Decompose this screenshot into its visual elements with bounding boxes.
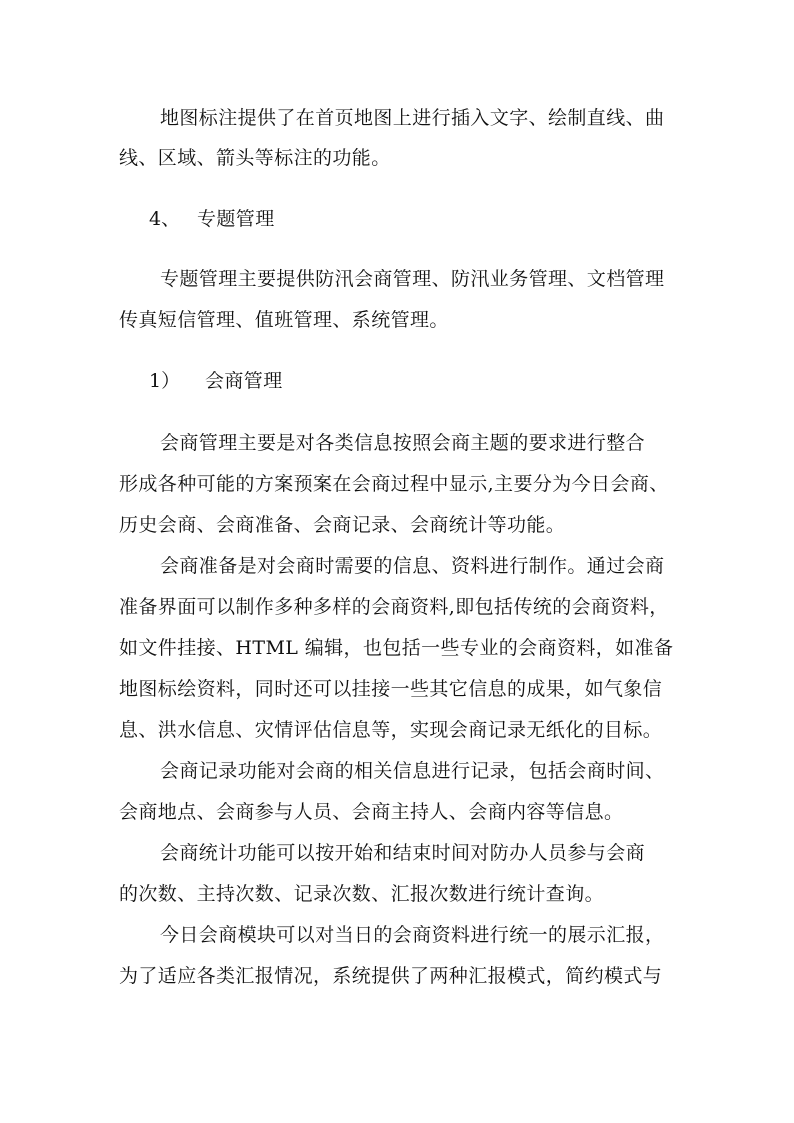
para-4-line-2: 的次数、主持次数、记录次数、汇报次数进行统计查询。 [119, 883, 605, 905]
para-3-line-2: 会商地点、会商参与人员、会商主持人、会商内容等信息。 [119, 801, 624, 823]
para-1-line-2: 形成各种可能的方案预案在会商过程中显示,主要分为今日会商、 [119, 473, 669, 495]
para-2-line-3: 如文件挂接、HTML 编辑，也包括一些专业的会商资料，如准备 [119, 637, 674, 659]
para-2-line-2: 准备界面可以制作多种多样的会商资料,即包括传统的会商资料， [119, 596, 669, 618]
subsection-1-title: 会商管理 [205, 370, 283, 392]
para-4-line-1: 会商统计功能可以按开始和结束时间对防办人员参与会商 [160, 842, 646, 864]
para-5-line-1: 今日会商模块可以对当日的会商资料进行统一的展示汇报， [160, 924, 665, 946]
para-2-line-5: 息、洪水信息、灾情评估信息等，实现会商记录无纸化的目标。 [119, 719, 663, 741]
para-3-line-1: 会商记录功能对会商的相关信息进行记录，包括会商时间、 [160, 760, 665, 782]
section-4-title: 专题管理 [197, 208, 275, 230]
para-1-line-3: 历史会商、会商准备、会商记录、会商统计等功能。 [119, 514, 566, 536]
subsection-1-number: 1） [149, 370, 181, 392]
intro-line-1: 地图标注提供了在首页地图上进行插入文字、绘制直线、曲 [160, 107, 665, 129]
para-2-line-4: 地图标绘资料，同时还可以挂接一些其它信息的成果，如气象信 [119, 678, 663, 700]
section-4-body-line-1: 专题管理主要提供防汛会商管理、防汛业务管理、文档管理 [160, 268, 665, 290]
para-2-line-1: 会商准备是对会商时需要的信息、资料进行制作。通过会商 [160, 555, 665, 577]
para-5-line-2: 为了适应各类汇报情况，系统提供了两种汇报模式，简约模式与 [119, 965, 663, 987]
section-4-body-line-2: 传真短信管理、值班管理、系统管理。 [119, 309, 449, 331]
intro-line-2: 线、区域、箭头等标注的功能。 [119, 147, 391, 169]
para-1-line-1: 会商管理主要是对各类信息按照会商主题的要求进行整合 [160, 432, 646, 454]
section-4-number: 4、 [149, 208, 181, 230]
